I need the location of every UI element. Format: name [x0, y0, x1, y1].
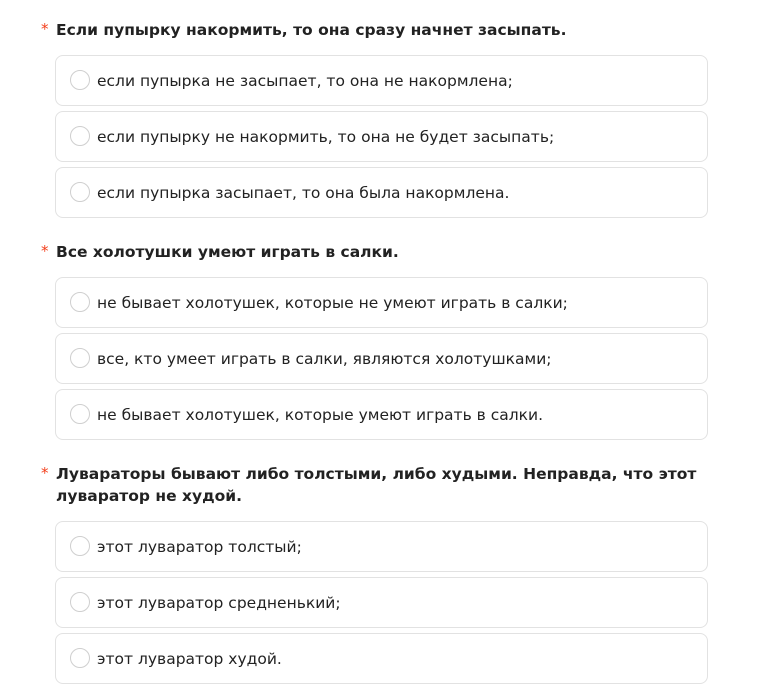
option-radio[interactable]: [55, 167, 708, 218]
option-label: этот луваратор худой.: [97, 650, 282, 668]
option-label: не бывает холотушек, которые не умеют играть в салки;: [97, 294, 568, 312]
radio-button[interactable]: [70, 592, 90, 612]
radio-button[interactable]: [70, 404, 90, 424]
radio-button[interactable]: [70, 126, 90, 146]
option-radio[interactable]: [55, 333, 708, 384]
radio-button[interactable]: [70, 70, 90, 90]
required-mark: *: [41, 20, 49, 38]
option-label: этот луваратор толстый;: [97, 538, 302, 556]
radio-button[interactable]: [70, 182, 90, 202]
question-title: Если пупырку накормить, то она сразу начнет засыпать.: [56, 21, 567, 39]
question-title: Лувараторы бывают либо толстыми, либо худыми. Неправда, что этот луваратор не худой.: [56, 465, 697, 505]
option-label: если пупырка засыпает, то она была накормлена.: [97, 184, 510, 202]
option-label: этот луваратор средненький;: [97, 594, 341, 612]
required-mark: *: [41, 464, 49, 482]
option-radio[interactable]: [55, 577, 708, 628]
question-title: Все холотушки умеют играть в салки.: [56, 243, 399, 261]
option-label: если пупырка не засыпает, то она не накормлена;: [97, 72, 513, 90]
option-radio[interactable]: [55, 277, 708, 328]
radio-button[interactable]: [70, 648, 90, 668]
option-radio[interactable]: [55, 111, 708, 162]
radio-button[interactable]: [70, 536, 90, 556]
option-radio[interactable]: [55, 55, 708, 106]
radio-button[interactable]: [70, 292, 90, 312]
option-radio[interactable]: [55, 521, 708, 572]
option-label: все, кто умеет играть в салки, являются холотушками;: [97, 350, 552, 368]
option-label: если пупырку не накормить, то она не будет засыпать;: [97, 128, 555, 146]
option-radio[interactable]: [55, 633, 708, 684]
radio-button[interactable]: [70, 348, 90, 368]
required-mark: *: [41, 242, 49, 260]
option-radio[interactable]: [55, 389, 708, 440]
option-label: не бывает холотушек, которые умеют играть в салки.: [97, 406, 544, 424]
